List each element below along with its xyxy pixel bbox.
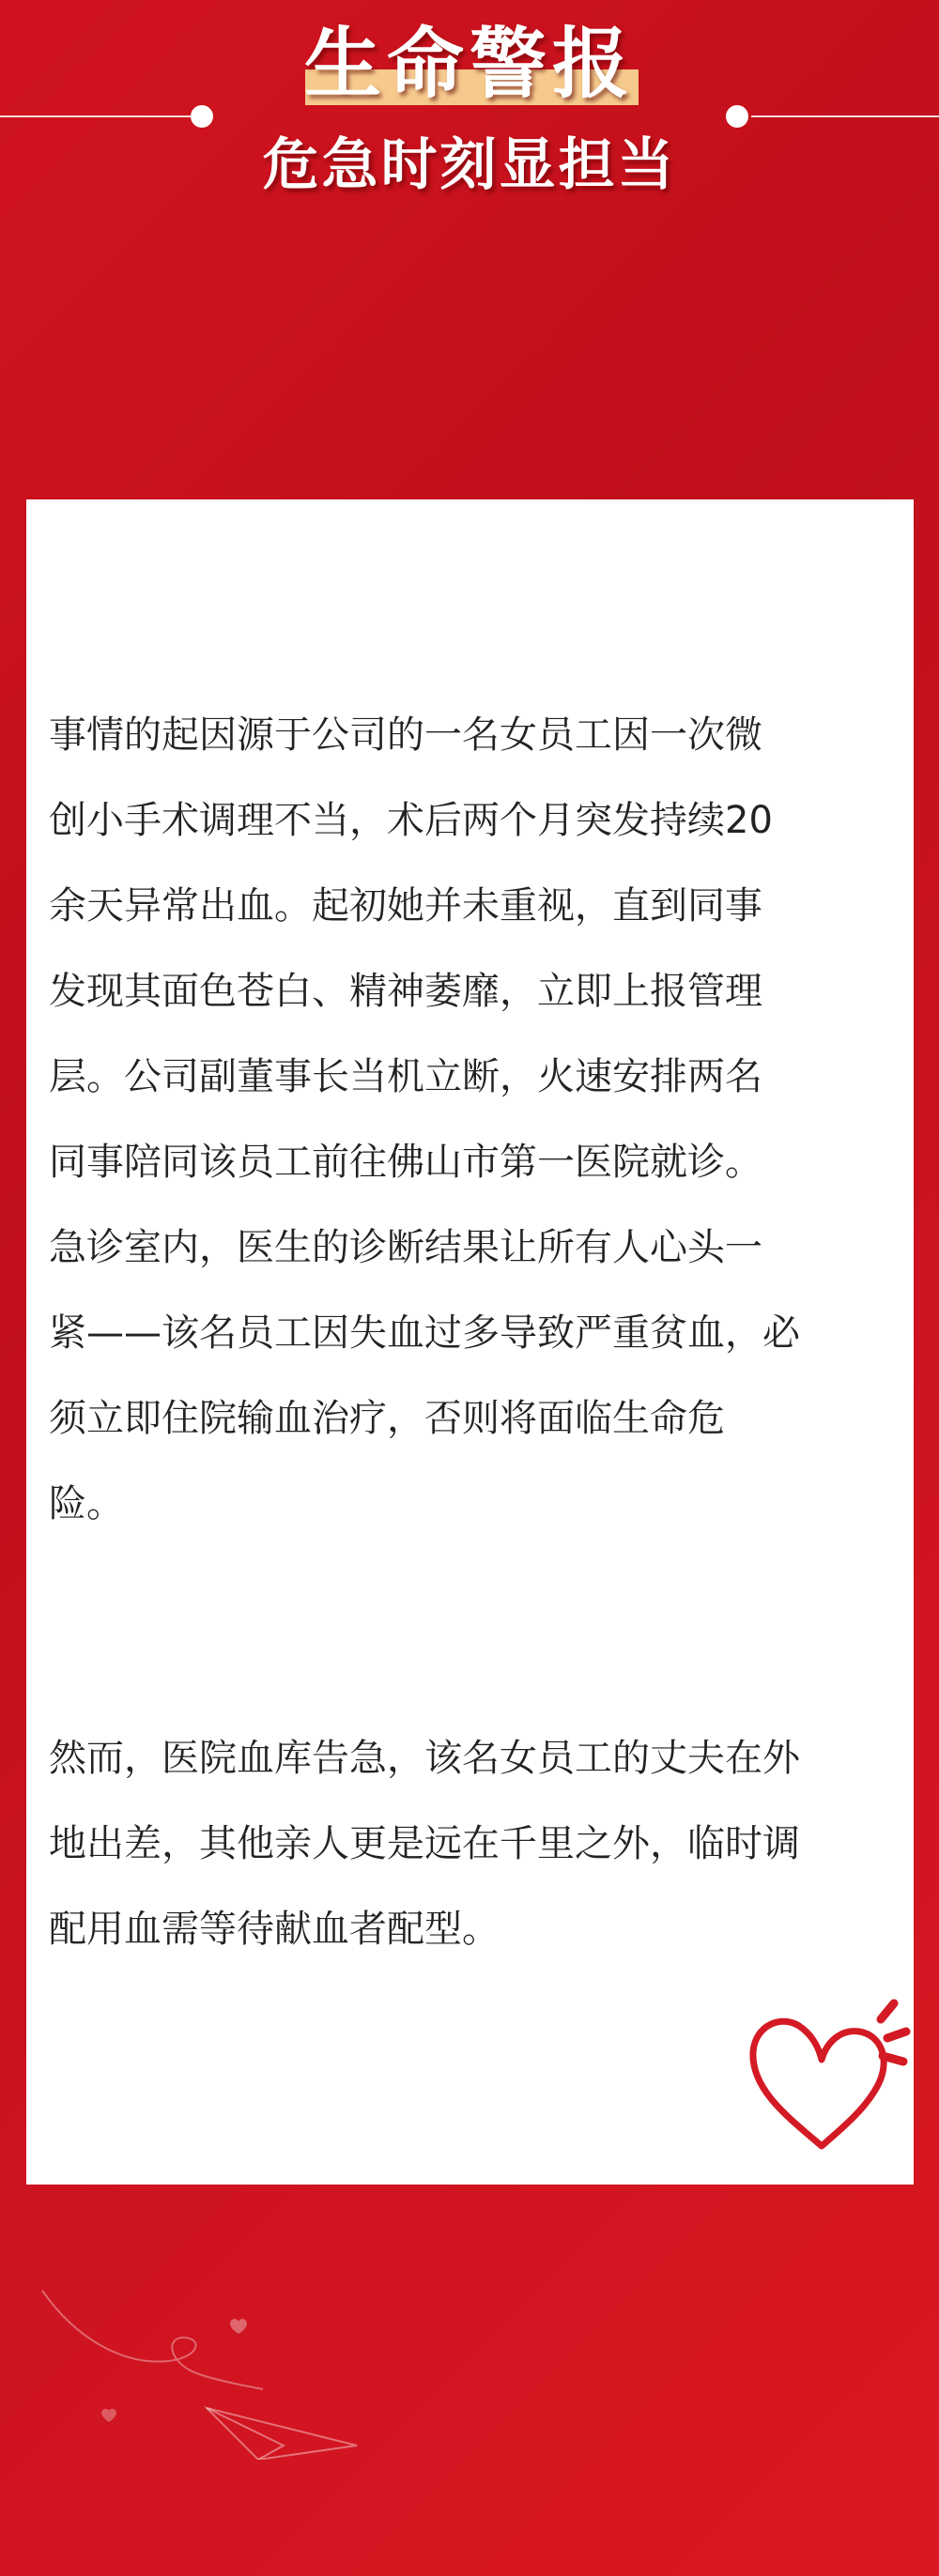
- page-subtitle: 危急时刻显担当: [262, 132, 677, 198]
- paragraph-blood-shortage: 然而，医院血库告急，该名女员工的丈夫在外 地出差，其他亲人更是远在千里之外，临时调 配用血需等待献血者配型。: [49, 1737, 800, 1951]
- page-title: 生命警报: [303, 20, 635, 109]
- paper-plane-icon: [38, 2272, 376, 2460]
- content-card: [26, 499, 914, 2185]
- paragraph-incident: 事情的起因源于公司的一名女员工因一次微 创小手术调理不当，术后两个月突发持续20 余天异常出血。起初她并未重视，直到同事 发现其面色苍白、精神萎靡，立即上报管理 层。公司副董事长当机立断，火速安排两名 同事陪同该员工前往佛山市第一医院就诊。 急诊室内，医生的诊断结果让所有人心头一 紧——该名员工因失血过多导致严重贫血，必 须立即住院输血治疗，否则将面临生命危 险。: [49, 713, 800, 1526]
- heart-icon: [732, 1996, 911, 2165]
- header: [0, 0, 939, 244]
